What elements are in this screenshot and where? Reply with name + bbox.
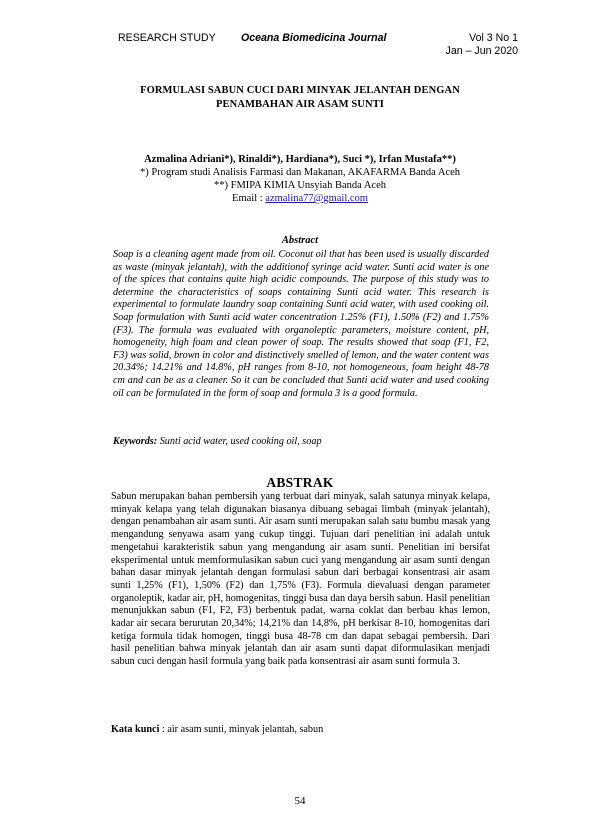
section-label: RESEARCH STUDY (118, 32, 216, 44)
abstract-heading: Abstract (281, 235, 319, 246)
page-number: 54 (294, 795, 306, 807)
email-line (100, 192, 500, 205)
volume-issue: Vol 3 No 1 (469, 32, 518, 44)
kata-kunci-line (111, 723, 490, 736)
kata-kunci-text: : air asam sunti, minyak jelantah, sabun (159, 724, 324, 735)
affiliation-1: *) Program studi Analisis Farmasi dan Makanan, AKAFARMA Banda Aceh (139, 167, 461, 178)
keywords-text: Sunti acid water, used cooking oil, soap (157, 436, 322, 447)
journal-name: Oceana Biomedicina Journal (241, 32, 387, 44)
email-label: Email : (232, 193, 266, 204)
keywords-line (113, 435, 489, 448)
abstract-body: Soap is a cleaning agent made from oil. Coconut oil that has been used is usually discarded as waste (minyak jelantah), with the additionof syringe acid water. Sunti acid water is one of the spices that contains quite high acidic compounds. The purpose of this study was to determine the characteristics of soaps containing Sunti acid water. This research is experimental to formulate laundry soap containing Sunti acid water, with used cooking oil. Soap formulation with Sunti acid water concentration 1.25% (F1), 1.50% (F2) and 1.75% (F3). The formula was evaluated with organoleptic parameters, moisture content, pH, homogeneity, high foam and clean power of soap. The results showed that soap (F1, F2, F3) was solid, brown in color and distinctively smelled of lemon, and the water content was 20.34%; 14.21% and 14.8%, pH ranges from 8-10, not homogeneous, foam height 48-78 cm and can be as a cleaner. So it can be concluded that Sunti acid water and used cooking oil can be formulated in the form of soap and formula 3 is a good formula. (113, 249, 489, 399)
abstrak-heading: ABSTRAK (266, 475, 334, 490)
abstrak-body: Sabun merupakan bahan pembersih yang terbuat dari minyak, salah satunya minyak kelapa, minyak kelapa yang telah digunakan biasanya dibuang sebagai limbah (minyak jelantah), dengan penambahan air asam sunti. Air asam sunti merupakan salah satu bumbu masak yang mengandung senyawa asam yang cukup tinggi. Tujuan dari penelitian ini adalah untuk mengetahui karakteristik sabun yang mengandung air asam sunti. Penelitian ini bersifat eksperimental untuk memformulasikan sabun cuci yang mengandung air asam sunti dengan bahan dasar minyak jelantah dengan formulasi sabun dari berbagai konsentrasi air asam sunti 1,25% (F1), 1,50% (F2) dan 1,75% (F3). Formula dievaluasi dengan parameter organoleptik, kadar air, pH, homogenitas, tinggi busa dan daya bersih sabun. Hasil penelitian menunjukkan sabun (F1, F2, F3) berbentuk padat, warna coklat dan berbau khas lemon, kadar air secara berurutan 20,34%; 14,21% dan 14,8%, pH berkisar 8-10, homogenitas dari ketiga formula tidak homogen, tinggi busa 48-78 cm dan dapat sebagai pembersih. Dari hasil penelitian bahwa minyak jelantah dan air asam sunti dapat diformulasikan menjadi sabun cuci dengan hasil formula yang baik pada konsentrasi air asam sunti formula 3. (111, 491, 490, 668)
paper-title: FORMULASI SABUN CUCI DARI MINYAK JELANTAH DENGAN PENAMBAHAN AIR ASAM SUNTI (140, 85, 460, 110)
email-link[interactable]: azmalina77@gmail.com (265, 193, 368, 204)
affiliation-2: **) FMIPA KIMIA Unsyiah Banda Aceh (214, 180, 386, 191)
keywords-label: Keywords: (113, 436, 158, 447)
issue-date: Jan – Jun 2020 (445, 45, 518, 57)
kata-kunci-label: Kata kunci (111, 724, 160, 735)
author-block (100, 153, 500, 205)
author-names: Azmalina Adriani*), Rinaldi*), Hardiana*), Suci *), Irfan Mustafa**) (144, 154, 456, 165)
